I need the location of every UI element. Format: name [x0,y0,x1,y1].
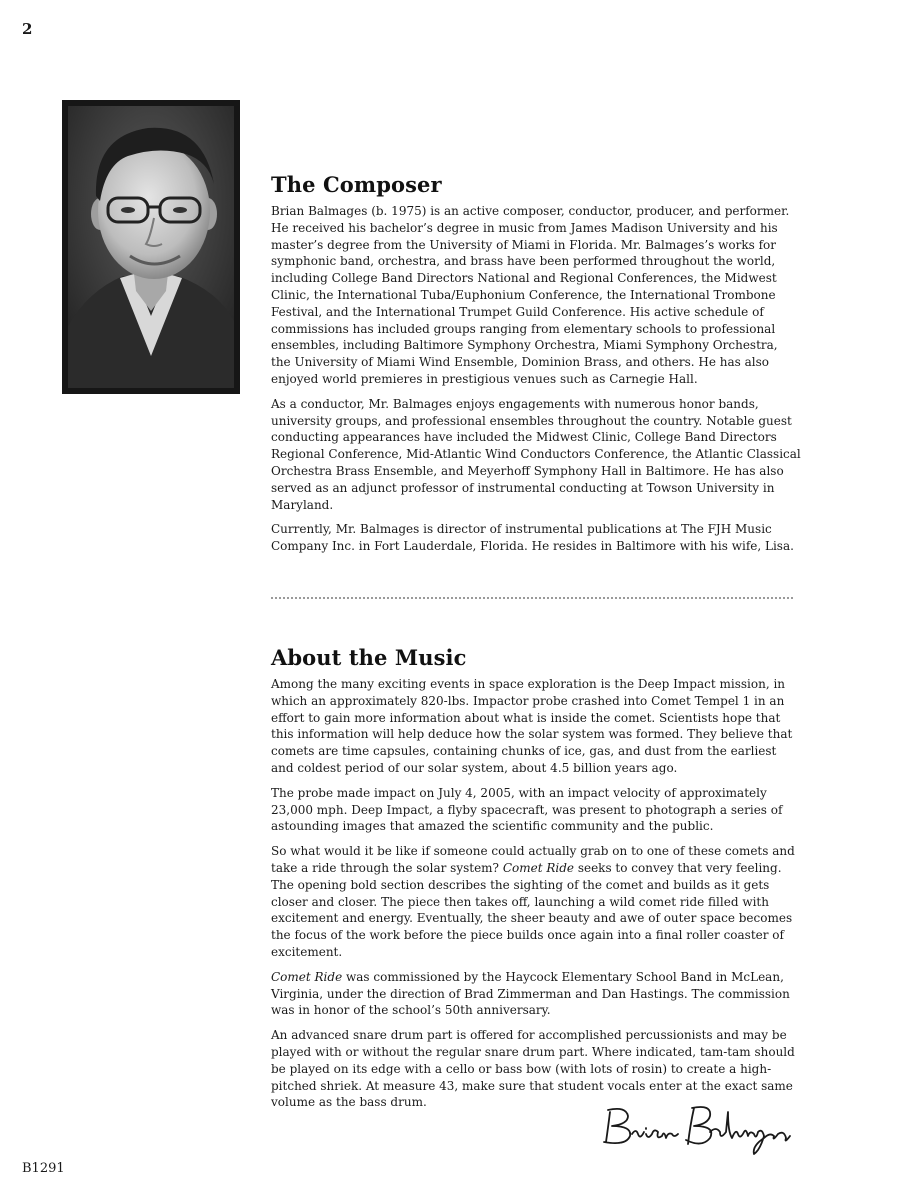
portrait-image [68,106,234,388]
music-paragraph-3-end: seeks to convey that very feeling. The opening bold section describes the sighting of the comet and builds as it gets closer and closer. The piece then takes off, launching a wild comet ride filled with excitement and energy. Eventually, the sheer beauty and awe of outer space becomes the focus of the work before the piece builds once again into a final roller coaster of excitement. [271,860,793,959]
composer-heading: The Composer [271,172,442,197]
music-heading: About the Music [271,645,467,670]
music-paragraph-3-start: So what would it be like if someone could actually grab on to one of these comets and take a ride through the solar system? [271,844,795,875]
composer-section [271,172,801,563]
section-divider [271,597,793,599]
piece-title: Comet Ride [502,860,574,875]
footer-code: B1291 [22,1161,65,1176]
page-number: 2 [22,20,33,38]
composer-paragraph-2: As a conductor, Mr. Balmages enjoys engagements with numerous honor bands, university groups, and professional ensembles throughout the country. Notable guest conducting appearances have included the Midwest Clinic, College Band Directors Regional Conference, Mid-Atlantic Wind Conductors Conference, the Atlantic Classical Orchestra Brass Ensemble, and Meyerhoff Symphony Hall in Baltimore. He has also served as an adjunct professor of instrumental conducting at Towson University in Maryland. [271,396,801,512]
composer-paragraph-1: Brian Balmages (b. 1975) is an active composer, conductor, producer, and performer. He received his bachelor’s degree in music from James Madison University and his master’s degree from the University of Miami in Florida. Mr. Balmages’s works for symphonic band, orchestra, and brass have been performed throughout the world, including College Band Directors National and Regional Conferences, the Midwest Clinic, the International Tuba/Euphonium Conference, the International Trombone Festival, and the International Trumpet Guild Conference. His active schedule of commissions has included groups ranging from elementary schools to professional ensembles, including Baltimore Symphony Orchestra, Miami Symphony Orchestra, the University of Miami Wind Ensemble, Dominion Brass, and others. He has also enjoyed world premieres in prestigious venues such as Carnegie Hall. [271,204,790,386]
music-section [271,645,801,1119]
composer-photo [62,100,240,394]
signature [598,1098,798,1158]
handwritten-signature [598,1098,798,1158]
music-paragraph-3 [271,843,801,961]
music-paragraph-1: Among the many exciting events in space exploration is the Deep Impact mission, in which an approximately 820-lbs. Impactor probe crashed into Comet Tempel 1 in an effort to gain more information about what is inside the comet. Scientists hope that this information will help deduce how the solar system was formed. They believe that comets are time capsules, containing chunks of ice, gas, and dust from the earliest and coldest period of our solar system, about 4.5 billion years ago. [271,677,793,775]
music-paragraph-4 [271,969,801,1019]
piece-title: Comet Ride [271,969,343,984]
music-paragraph-2: The probe made impact on July 4, 2005, with an impact velocity of approximately 23,000 mph. Deep Impact, a flyby spacecraft, was present to photograph a series of astounding images that amazed the scientific community and the public. [271,785,783,834]
composer-paragraph-3: Currently, Mr. Balmages is director of instrumental publications at The FJH Music Company Inc. in Fort Lauderdale, Florida. He resides in Baltimore with his wife, Lisa. [271,522,794,554]
music-paragraph-5: An advanced snare drum part is offered for accomplished percussionists and may be played with or without the regular snare drum part. Where indicated, tam-tam should be played on its edge with a cello or bass bow (with lots of rosin) to create a high-pitched shriek. At measure 43, make sure that student vocals enter at the exact same volume as the bass drum. [271,1028,795,1110]
music-paragraph-4-end: was commissioned by the Haycock Elementary School Band in McLean, Virginia, under the direction of Brad Zimmerman and Dan Hastings. The commission was in honor of the school’s 50th anniversary. [271,969,790,1018]
